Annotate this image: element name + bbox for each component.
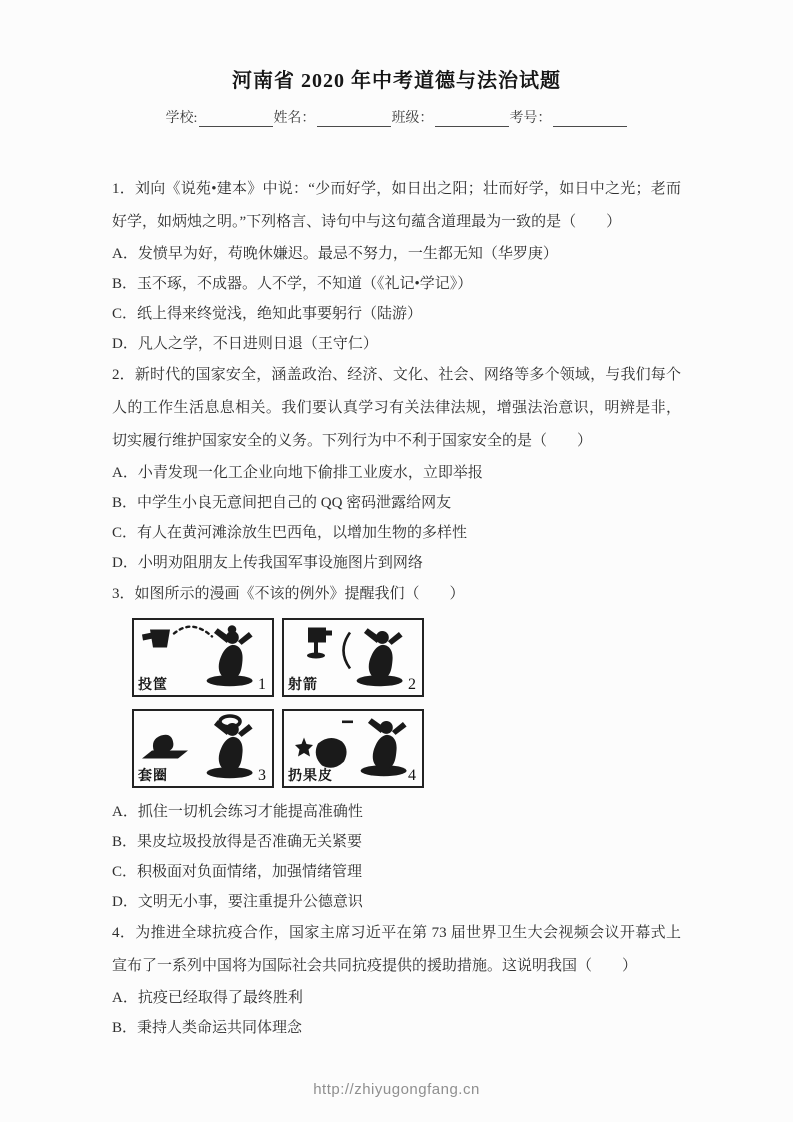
- comic-panel-archery: [282, 618, 424, 697]
- question-4-stem: [112, 917, 681, 983]
- question-2: [112, 359, 681, 578]
- exam-number-label: 考号：: [509, 111, 552, 126]
- question-4: [112, 917, 681, 1043]
- question-3-number: 3．: [112, 586, 135, 602]
- question-3-option-c: C．积极面对负面情绪，加强情绪管理: [112, 864, 363, 880]
- question-2-number: 2．: [112, 367, 135, 383]
- panel-4-label: 扔果皮: [288, 769, 333, 784]
- name-blank: [317, 111, 391, 127]
- question-4-text: 为推进全球抗疫合作，国家主席习近平在第 73 届世界卫生大会视频会议开幕式上宣布了一系列中国将为国际社会共同抗疫提供的援助措施。这说明我国（ ）: [112, 925, 681, 974]
- question-1-option-d: D．凡人之学，不日进则日退（王守仁）: [112, 336, 378, 352]
- question-1: [112, 173, 681, 359]
- question-1-number: 1．: [112, 181, 136, 197]
- question-1-option-c: C．纸上得来终觉浅，绝知此事要躬行（陆游）: [112, 306, 423, 322]
- question-2-option-a: A．小青发现一化工企业向地下偷排工业废水，立即举报: [112, 465, 483, 481]
- panel-3-number: 3: [258, 767, 266, 784]
- school-field: [166, 107, 274, 127]
- question-3-option-b: B．果皮垃圾投放得是否准确无关紧要: [112, 834, 363, 850]
- question-1-option-a: A．发愤早为好，苟晚休嫌迟。最忌不努力，一生都无知（华罗庚）: [112, 246, 558, 262]
- question-4-option-b: B．秉持人类命运共同体理念: [112, 1020, 303, 1036]
- panel-3-label: 套圈: [138, 769, 168, 784]
- footer-watermark-url: http://zhiyugongfang.cn: [313, 1081, 480, 1098]
- panel-2-number: 2: [408, 676, 416, 693]
- exam-number-field: [509, 107, 627, 127]
- name-label: 姓名：: [273, 111, 316, 126]
- question-3-option-d: D．文明无小事，要注重提升公德意识: [112, 894, 363, 910]
- class-blank: [435, 111, 509, 127]
- class-label: 班级：: [391, 111, 434, 126]
- question-1-text: 刘向《说苑•建本》中说：“少而好学，如日出之阳；壮而好学，如日中之光；老而好学，如炳烛之明。”下列格言、诗句中与这句蕴含道理最为一致的是（ ）: [112, 181, 681, 230]
- class-field: [391, 107, 509, 127]
- question-2-option-c: C．有人在黄河滩涂放生巴西龟，以增加生物的多样性: [112, 525, 468, 541]
- question-2-text: 新时代的国家安全，涵盖政治、经济、文化、社会、网络等多个领域，与我们每个人的工作生活息息相关。我们要认真学习有关法律法规，增强法治意识，明辨是非，切实履行维护国家安全的义务。下列行为中不利于国家安全的是（ ）: [112, 367, 681, 449]
- school-blank: [199, 111, 273, 127]
- student-info-row: [0, 107, 793, 127]
- question-1-option-b: B．玉不琢，不成器。人不学，不知道（《礼记•学记》）: [112, 276, 473, 292]
- comic-panel-ring-toss: [132, 709, 274, 788]
- name-field: [273, 107, 391, 127]
- question-2-option-d: D．小明劝阻朋友上传我国军事设施图片到网络: [112, 555, 423, 571]
- question-3-option-a: A．抓住一切机会练习才能提高准确性: [112, 804, 363, 820]
- question-2-stem: [112, 359, 681, 458]
- question-1-stem: [112, 173, 681, 239]
- panel-1-number: 1: [258, 676, 266, 693]
- page-title: 河南省 2020 年中考道德与法治试题: [232, 70, 561, 92]
- exam-body: [112, 173, 681, 1043]
- panel-2-label: 射箭: [288, 678, 318, 693]
- comic-strip: [132, 618, 681, 788]
- question-2-option-b: B．中学生小良无意间把自己的 QQ 密码泄露给网友: [112, 495, 452, 511]
- comic-panel-throw-peel: [282, 709, 424, 788]
- panel-4-number: 4: [408, 767, 416, 784]
- question-3-stem: [112, 578, 681, 611]
- school-label: 学校:: [165, 111, 198, 126]
- comic-panel-throw-basket: [132, 618, 274, 697]
- exam-number-blank: [553, 111, 627, 127]
- question-4-number: 4．: [112, 925, 136, 941]
- question-3-text: 如图所示的漫画《不该的例外》提醒我们（ ）: [134, 586, 465, 602]
- question-3: [112, 578, 681, 917]
- panel-1-label: 投筐: [138, 678, 168, 693]
- question-4-option-a: A．抗疫已经取得了最终胜利: [112, 990, 303, 1006]
